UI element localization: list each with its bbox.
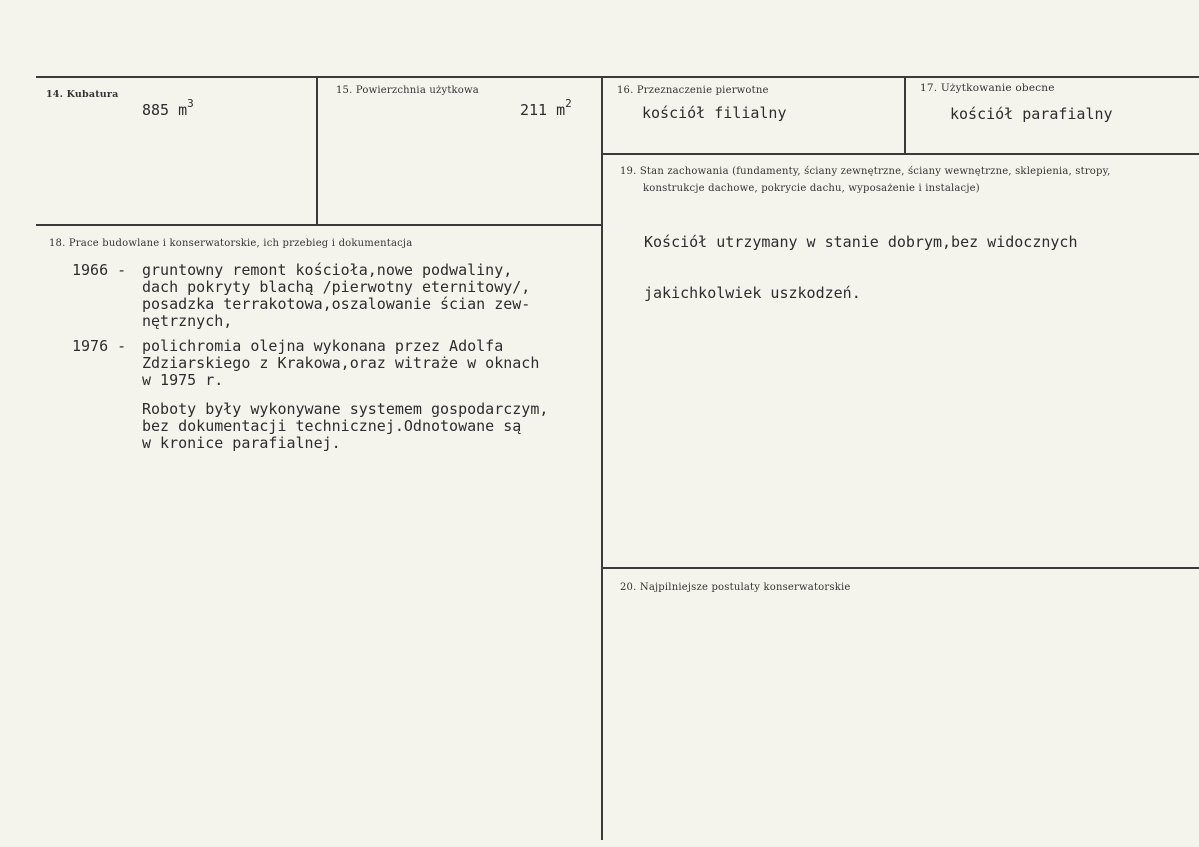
field-15-number: 211 m xyxy=(520,101,566,119)
entry-line: dach pokryty blachą /pierwotny eternitowy/, xyxy=(142,278,531,296)
rule-under-14-15 xyxy=(36,224,602,226)
field-18-label: 18. Prace budowlane i konserwatorskie, ich przebieg i dokumentacja xyxy=(49,238,413,249)
field-20-label: 20. Najpilniejsze postulaty konserwatorskie xyxy=(620,582,851,593)
field-14-superscript: 3 xyxy=(187,97,194,110)
note-line: bez dokumentacji technicznej.Odnotowane są xyxy=(142,417,522,435)
field-14-number: 885 m xyxy=(142,101,188,119)
field-19-value xyxy=(644,200,1077,336)
divider-16-17 xyxy=(904,76,906,154)
field-14-value xyxy=(142,97,194,120)
entry-line: posadzka terrakotowa,oszalowanie ścian zew- xyxy=(142,295,531,313)
divider-left-right xyxy=(601,76,603,840)
entry-line: nętrznych, xyxy=(142,312,233,330)
entry-1966-text xyxy=(142,262,530,330)
field-18-note xyxy=(142,401,548,452)
field-19-value-line: Kościół utrzymany w stanie dobrym,bez widocznych xyxy=(644,233,1078,251)
field-15-value xyxy=(520,97,572,120)
divider-14-15 xyxy=(316,76,318,225)
field-15-superscript: 2 xyxy=(565,97,572,110)
field-16-value: kościół filialny xyxy=(642,104,787,122)
entry-line: polichromia olejna wykonana przez Adolfa xyxy=(142,337,504,355)
note-line: Roboty były wykonywane systemem gospodarczym, xyxy=(142,400,549,418)
field-14-label: 14. Kubatura xyxy=(46,89,119,100)
top-rule xyxy=(36,76,1199,78)
rule-above-20 xyxy=(601,567,1199,569)
entry-line: w 1975 r. xyxy=(142,371,224,389)
field-15-label: 15. Powierzchnia użytkowa xyxy=(336,85,479,96)
field-17-label: 17. Użytkowanie obecne xyxy=(920,82,1055,94)
entry-1976-year: 1976 - xyxy=(72,337,127,355)
field-19-value-line: jakichkolwiek uszkodzeń. xyxy=(644,284,861,302)
rule-under-16-17 xyxy=(601,153,1199,155)
field-16-label: 16. Przeznaczenie pierwotne xyxy=(617,85,769,96)
field-17-value: kościół parafialny xyxy=(950,105,1113,123)
field-19-label-line1: 19. Stan zachowania (fundamenty, ściany zewnętrzne, ściany wewnętrzne, sklepienia, stropy, xyxy=(620,166,1111,177)
entry-1976-text xyxy=(142,338,539,389)
note-line: w kronice parafialnej. xyxy=(142,434,341,452)
field-19-label-line2: konstrukcje dachowe, pokrycie dachu, wyposażenie i instalacje) xyxy=(643,183,980,194)
entry-line: gruntowny remont kościoła,nowe podwaliny, xyxy=(142,261,513,279)
entry-1966-year: 1966 - xyxy=(72,261,127,279)
entry-line: Zdziarskiego z Krakowa,oraz witraże w oknach xyxy=(142,354,540,372)
